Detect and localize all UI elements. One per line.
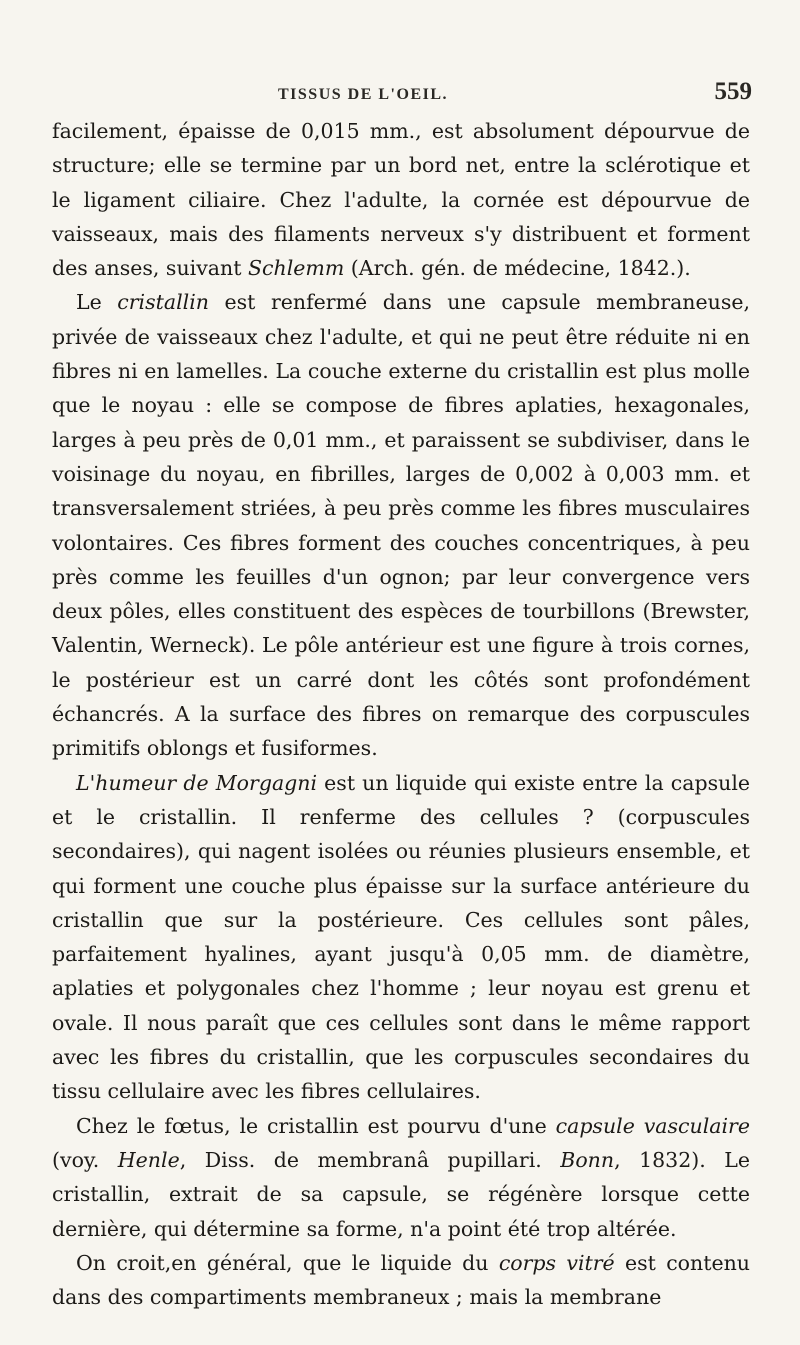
text-segment: est renfermé dans une capsule membraneuse, privée de vaisseaux chez l'adulte, et qui ne peut être réduite ni en fibres ni en lamelles. La couche externe du cristallin est plus molle que le noyau : elle se compose de fibres aplaties, hexagonales, larges à peu près de 0,01 mm., et paraissent se subdiviser, dans le voisinage du noyau, en fibrilles, larges de 0,002 à 0,003 mm. et transversalement striées, à peu près comme les fibres musculaires volontaires. Ces fibres forment des couches concentriques, à peu près comme les feuilles d'un ognon; par leur convergence vers deux pôles, elles constituent des espèces de tourbillons (Brewster, Valentin, Werneck). Le pôle antérieur est une figure à trois cornes, le postérieur est un carré dont les côtés sont profondément échancrés. A la surface des fibres on remarque des corpuscules primitifs oblongs et fusiformes. <box>52 290 750 761</box>
text-segment: Chez le fœtus, le cristallin est pourvu d'une <box>76 1113 556 1138</box>
paragraph-cristallin <box>52 285 750 765</box>
author-name-schlemm: Schlemm <box>247 256 345 281</box>
term-corps-vitre: corps vitré <box>498 1250 615 1275</box>
paragraph-cornea <box>52 114 750 285</box>
text-segment: facilement, épaisse de 0,015 mm., est absolument dépourvue de structure; elle se termine par un bord net, entre la sclérotique et le ligament ciliaire. Chez l'adulte, la cornée est dépourvue de vaisseaux, mais des filaments nerveux s'y distribuent et forment des anses, suivant <box>52 119 750 281</box>
text-segment: (voy. <box>52 1147 118 1172</box>
text-segment: , 1832). Le cristallin, extrait de sa capsule, se régénère lorsque cette dernière, qui détermine sa forme, n'a point été trop altérée. <box>52 1147 751 1241</box>
text-segment: (Arch. gén. de médecine, 1842.). <box>344 256 691 281</box>
text-segment: est un liquide qui existe entre la capsule et le cristallin. Il renferme des cellules ? (corpuscules secondaires), qui nagent isolées ou réunies plusieurs ensemble, et qui forment une couche plus épaisse sur la surface antérieure du cristallin que sur la postérieure. Ces cellules sont pâles, parfaitement hyalines, ayant jusqu'à 0,05 mm. de diamètre, aplaties et polygonales chez l'homme ; leur noyau est grenu et ovale. Il nous paraît que ces cellules sont dans le même rapport avec les fibres du cristallin, que les corpuscules secondaires du tissu cellulaire avec les fibres cellulaires. <box>52 770 751 1104</box>
text-segment: Le <box>76 290 118 315</box>
text-segment: On croit,en général, que le liquide du <box>76 1250 499 1275</box>
body-text <box>52 114 750 1314</box>
text-segment: est contenu dans des compartiments membraneux ; mais la membrane <box>52 1250 751 1310</box>
term-cristallin: cristallin <box>117 290 209 315</box>
term-humeur-de-morgagni: L'humeur de Morgagni <box>76 770 318 795</box>
paragraph-foetus <box>52 1109 750 1246</box>
paragraph-humeur-morgagni <box>52 766 750 1109</box>
page-number: 559 <box>714 78 752 105</box>
paragraph-corps-vitre <box>52 1246 750 1315</box>
text-segment: , Diss. de membranâ pupillari. <box>179 1147 561 1172</box>
author-name-henle: Henle <box>117 1147 180 1172</box>
place-name-bonn: Bonn <box>560 1147 615 1172</box>
header-title: TISSUS DE L'OEIL. <box>278 86 449 103</box>
term-capsule-vasculaire: capsule vasculaire <box>555 1113 750 1138</box>
running-header <box>52 78 752 108</box>
